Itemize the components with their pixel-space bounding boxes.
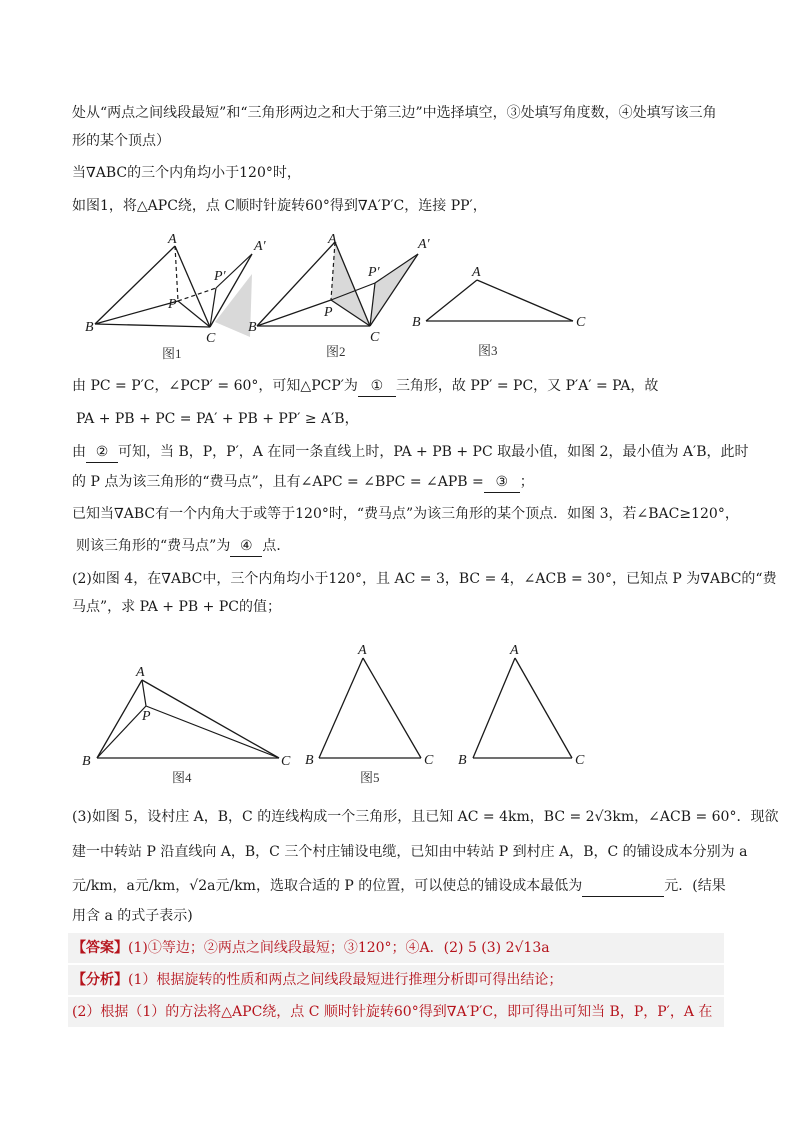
- label-A: A: [472, 265, 481, 280]
- text-line: (2)如图 4，在∇ABC中，三个内角均小于120°，且 AC = 3，BC = 4，∠ACB = 30°，已知点 P 为∇ABC的“费: [72, 571, 777, 587]
- label-P: P: [168, 297, 177, 312]
- label-C: C: [370, 330, 380, 345]
- text-line: 元/km，a元/km，√2a元/km，选取合适的 P 的位置，可以使总的铺设成本最低为 元．(结果: [72, 876, 726, 897]
- fill-blank-2: ②: [86, 442, 118, 463]
- fill-blank-1: ①: [358, 376, 396, 397]
- label-C: C: [576, 315, 586, 330]
- label-A: A: [328, 232, 337, 247]
- figure-2: [248, 232, 431, 359]
- analysis-line-2: (2）根据（1）的方法将△APC绕，点 C 顺时针旋转60°得到∇A′P′C，即可得出可知当 B，P，P′，A 在: [72, 1004, 713, 1020]
- text-line: 则该三角形的“费马点”为 ④ 点．: [76, 536, 290, 557]
- caption-fig4: 图4: [172, 770, 192, 785]
- label-C: C: [281, 754, 291, 769]
- caption-fig1: 图1: [162, 346, 182, 361]
- text-line: 建一中转站 P 沿直线向 A，B，C 三个村庄铺设电缆，已知由中转站 P 到村庄 A，B，C 的铺设成本分别为 a: [72, 844, 748, 860]
- label-P-prime: P′: [214, 269, 226, 284]
- text-line: 形的某个顶点）: [72, 133, 170, 149]
- label-A-prime: A′: [418, 237, 430, 252]
- text-line: 用含 a 的式子表示): [72, 908, 193, 924]
- fill-blank-4: ④: [230, 536, 262, 557]
- figure-5: [305, 643, 434, 785]
- label-P: P: [142, 709, 151, 724]
- label-A: A: [168, 232, 177, 247]
- answer-blank: [582, 876, 664, 897]
- figures-4-5: [76, 638, 606, 788]
- answer-text: (1)①等边；②两点之间线段最短；③120°；④A．(2) 5 (3) 2√13a: [128, 940, 550, 956]
- label-C: C: [424, 753, 434, 768]
- label-P-prime: P′: [368, 265, 380, 280]
- label-B: B: [82, 754, 91, 769]
- text-line: 马点”，求 PA + PB + PC的值；: [72, 599, 281, 615]
- label-B: B: [305, 753, 314, 768]
- analysis-text: (1）根据旋转的性质和两点之间线段最短进行推理分析即可得出结论；: [128, 972, 563, 988]
- figure-4: [82, 665, 291, 785]
- label-C: C: [575, 753, 585, 768]
- answer-line: [72, 938, 550, 958]
- figure-row-2: [76, 638, 606, 792]
- analysis-tag: 【分析】: [72, 972, 128, 988]
- caption-fig5: 图5: [360, 770, 380, 785]
- figure-row-1: [80, 228, 600, 372]
- label-A: A: [136, 665, 145, 680]
- label-P: P: [324, 305, 333, 320]
- figure-3: [412, 265, 586, 358]
- label-C: C: [206, 331, 216, 346]
- text-line: 由 PC = P′C，∠PCP′ = 60°，可知△PCP′为 ① 三角形，故 PP′ = PC，又 P′A′ = PA，故: [72, 376, 658, 397]
- caption-fig2: 图2: [326, 344, 346, 359]
- text-line: PA + PB + PC = PA′ + PB + PP′ ≥ A′B，: [76, 411, 359, 427]
- label-B: B: [412, 315, 421, 330]
- figures-1-3: [80, 228, 600, 368]
- figure-extra-triangle: [458, 643, 585, 768]
- text-line: (3)如图 5，设村庄 A，B，C 的连线构成一个三角形，且已知 AC = 4km，BC = 2√3km，∠ACB = 60°．现欲: [72, 809, 779, 825]
- label-A-prime: A′: [254, 239, 266, 254]
- label-B: B: [85, 320, 94, 335]
- fill-blank-3: ③: [484, 472, 520, 493]
- label-A: A: [510, 643, 519, 658]
- text-line: 当∇ABC的三个内角均小于120°时，: [72, 165, 301, 181]
- text-line: 的 P 点为该三角形的“费马点”，且有∠APC = ∠BPC = ∠APB = ③ ；: [72, 472, 534, 493]
- answer-tag: 【答案】: [72, 940, 128, 956]
- figure-1: [85, 232, 267, 361]
- label-B: B: [248, 320, 257, 335]
- text-line: 由 ② 可知，当 B，P，P′，A 在同一条直线上时，PA + PB + PC 取最小值，如图 2，最小值为 A′B，此时: [72, 442, 749, 463]
- caption-fig3: 图3: [478, 343, 498, 358]
- analysis-line: [72, 970, 562, 990]
- text-line: 如图1，将△APC绕，点 C顺时针旋转60°得到∇A′P′C，连接 PP′，: [72, 198, 487, 214]
- text-line: 已知当∇ABC有一个内角大于或等于120°时，“费马点”为该三角形的某个顶点．如图 3，若∠BAC≥120°，: [72, 506, 739, 522]
- label-A: A: [358, 643, 367, 658]
- text-line: 处从“两点之间线段最短”和“三角形两边之和大于第三边”中选择填空，③处填写角度数，④处填写该三角: [72, 105, 717, 121]
- label-B: B: [458, 753, 467, 768]
